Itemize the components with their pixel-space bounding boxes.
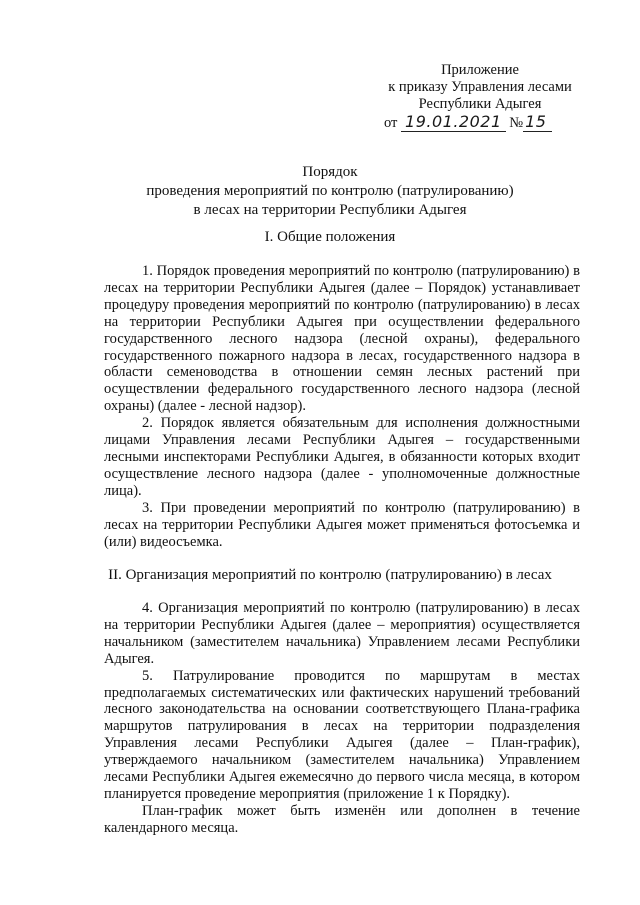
paragraph-3: 3. При проведении мероприятий по контролю (патрулированию) в лесах на территории Республики Адыгея может применяться фотосъемка и (или) видеосъемка. bbox=[104, 499, 580, 550]
number-sign: № bbox=[509, 115, 524, 131]
paragraph-4: 4. Организация мероприятий по контролю (патрулированию) в лесах на территории Республики Адыгея (далее – мероприятия) осуществляется начальником (заместителем начальника) Управлением лесами Республики Адыгея. bbox=[104, 600, 580, 667]
title-line-1: Порядок bbox=[302, 164, 358, 180]
paragraph-1: 1. Порядок проведения мероприятий по контролю (патрулированию) в лесах на территории Республики Адыгея (далее – Порядок) устанавливает процедуру проведения мероприятий по контролю (патрулированию) в лесах на территории Республики Адыгея при осуществлении федерального государственного лесного надзора (лесной охраны), федерального государственного пожарного надзора в лесах, государственного надзора в области семеноводства в отношении семян лесных растений при осуществлении федерального государственного лесного надзора (лесной охраны) (далее - лесной надзор). bbox=[104, 263, 580, 415]
section-2-heading: II. Организация мероприятий по контролю (патрулированию) в лесах bbox=[108, 567, 552, 583]
section-1-heading: I. Общие положения bbox=[264, 229, 396, 245]
appendix-date-line bbox=[380, 113, 580, 132]
paragraph-6: План-график может быть изменён или дополнен в течение календарного месяца. bbox=[104, 802, 580, 836]
paragraph-2: 2. Порядок является обязательным для исполнения должностными лицами Управления лесами Республики Адыгея – государственными лесными инспекторами Республики Адыгея, в обязанности которых входит осуществление лесного надзора (далее - уполномоченные должностные лица). bbox=[104, 415, 580, 499]
handwritten-number: 15 bbox=[523, 112, 552, 132]
appendix-line-1: Приложение bbox=[441, 62, 519, 78]
date-prefix: от bbox=[384, 115, 398, 131]
appendix-line-2: к приказу Управления лесами bbox=[388, 79, 572, 95]
section-2-body bbox=[104, 600, 580, 837]
handwritten-date: 19.01.2021 bbox=[401, 112, 506, 132]
title-line-2: проведения мероприятий по контролю (патрулированию) bbox=[146, 183, 514, 199]
section-1-body bbox=[104, 263, 580, 550]
appendix-header bbox=[380, 62, 580, 132]
title-line-3: в лесах на территории Республики Адыгея bbox=[193, 202, 467, 218]
appendix-line-3: Республики Адыгея bbox=[418, 96, 542, 112]
paragraph-5: 5. Патрулирование проводится по маршрутам в местах предполагаемых систематических или фактических нарушений требований лесного законодательства на основании соответствующего Плана-графика маршрутов патрулирования в лесах на территории подразделения Управления лесами Республики Адыгея (далее – План-график), утверждаемого начальником (заместителем начальника) Управлением лесами Республики Адыгея ежемесячно до первого числа месяца, в котором планируется проведение мероприятия (приложение 1 к Порядку). bbox=[104, 667, 580, 802]
document-title bbox=[90, 163, 570, 220]
